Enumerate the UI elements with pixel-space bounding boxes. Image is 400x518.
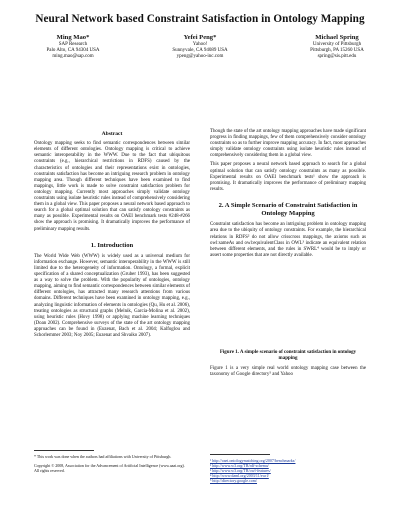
abstract-heading: Abstract bbox=[101, 131, 123, 137]
author-address: Pittsburgh, PA 15260 USA bbox=[310, 48, 364, 54]
footnote-rule bbox=[34, 450, 94, 451]
section-2-heading: 2. A Simple Scenario of Constraint Satisfaction in Ontology Mapping bbox=[218, 201, 358, 218]
left-column bbox=[34, 130, 190, 342]
author-name: Ming Mao* bbox=[56, 34, 90, 41]
author-affiliation: SAP Research bbox=[58, 42, 88, 47]
copyright-notice: Copyright © 2008, Association for the Advancement of Artificial Intelligence (www.aaai.org). All rights reserved. bbox=[34, 463, 185, 473]
author-email: ypeng@yahoo-inc.com bbox=[176, 54, 224, 60]
footnote: * This work was done when the authors had affiliations with University of Pittsburgh. bbox=[34, 454, 172, 459]
author-address: Palo Alto, CA 94304 USA bbox=[46, 48, 100, 54]
body-paragraph: Constraint satisfaction has become an intriguing problem in ontology mapping area due to the ubiquity of ontology constraints. For example, the hierarchical relations in RDFS² do not allow crisscross mappings, the axioms such as owl:sameAs and owl:equivalentClass in OWL³ indicate an equivalent relation between different elements, and the rules in SWRL⁴ would be to imply or assert some properties that are not directly available. bbox=[210, 222, 366, 258]
author-email: spring@sis.pitt.edu bbox=[317, 54, 357, 60]
body-paragraph: Figure 1 is a very simple real world ontology mapping case between the taxonomy of Google directory⁵ and Yahoo bbox=[210, 365, 366, 377]
author-affiliation: Yahoo! bbox=[192, 42, 208, 47]
body-paragraph: This paper proposes a neural network based approach to search for a global optimal solution that can satisfy ontology constraints as many as possible. Experimental results on OAEI benchmark tests¹ show the approach is promising. It dramatically improves the performance of preliminary mapping results. bbox=[210, 162, 366, 192]
author-block-1 bbox=[18, 34, 128, 61]
figure-1-area bbox=[210, 262, 366, 348]
introduction-text: The World Wide Web (WWW) is widely used as a universal medium for information exchange. However, semantic interoperability in the WWW is still limited due to the heterogeneity of information. Ontology, a formal, explicit specification of a shared conceptualization (Gruber 1993), has been suggested as a way to solve the problem. With the popularity of ontologies, ontology mapping, aiming to find semantic correspondences between similar elements of different ontologies, has attracted many research attentions from various domains. Different techniques have been examined in ontology mapping, e.g., analyzing linguistic information of elements in ontologies (Qu, Hu et al. 2006), treating ontologies as structural graphs (Melnik, Garcia-Molina et al. 2002), using heuristic rules (Hovy 1998) or applying machine learning techniques (Doan 2002). Comprehensive surveys of the state of the art ontology mapping approaches can be found in (Euzenat, Bach et al. 2004; Kalfoglou and Schorlemmer 2003; Noy 2005; Euzenat and Shvaiko 2007). bbox=[34, 253, 190, 339]
footnote-link[interactable]: ⁴ http://www.daml.org/2003/11/swrl/ bbox=[210, 473, 269, 478]
abstract-text: Ontology mapping seeks to find semantic correspondences between similar elements of different ontologies. Ontology mapping is critical to achieve semantic interoperability in the WWW. Due to the fact that ubiquitous constraints (e.g., hierarchical restrictions in RDFS) caused by the characteristics of ontologies and their representations exist in ontologies, constraints satisfaction has become an intriguing research problem in ontology mapping area. Though different techniques have been examined to find mappings, little work is made to solve constraint satisfaction problem for ontology mapping. Currently most approaches simply validate ontology constraints using isolate heuristic rules instead of comprehensively considering them in a global view. This paper proposes a neural network based approach to search for a global optimal solution that can satisfy ontology constraints as many as possible. Experimental results on OAEI benchmark tests #248-#266 show the approach is promising. It dramatically improves the performance of preliminary mapping results. bbox=[34, 141, 190, 232]
body-paragraph: Though the state of the art ontology mapping approaches have made significant progress in finding mappings, few of them comprehensively consider ontology constraints so as to further improve mapping accuracy. In fact, most approaches simply validate ontology constraints using isolate heuristic rules instead of comprehensively considering them in a global view. bbox=[210, 129, 366, 159]
footnote-rule bbox=[210, 454, 270, 455]
author-affiliation: University of Pittsburgh bbox=[312, 42, 362, 47]
left-footnotes bbox=[34, 450, 190, 473]
right-column bbox=[210, 129, 366, 381]
footnote-link[interactable]: ² http://www.w3.org/TR/rdf-schema/ bbox=[210, 463, 269, 468]
footnote-link[interactable]: ¹ http://oaei.ontologymatching.org/2007/benchmarks/ bbox=[210, 458, 296, 463]
author-block-3 bbox=[282, 34, 392, 61]
author-email: ming.mao@sap.com bbox=[52, 54, 94, 60]
author-block-2 bbox=[145, 34, 255, 61]
right-footnotes bbox=[210, 454, 366, 483]
author-address: Sunnyvale, CA 94089 USA bbox=[172, 48, 228, 54]
author-name: Michael Spring bbox=[315, 34, 359, 41]
footnote-link[interactable]: ³ http://www.w3.org/TR/owl-features/ bbox=[210, 468, 271, 473]
paper-title: Neural Network based Constraint Satisfaction in Ontology Mapping bbox=[35, 13, 365, 25]
author-name: Yefei Peng* bbox=[183, 34, 217, 41]
figure-1-caption: Figure 1. A simple scenario of constraint satisfaction in ontology mapping bbox=[219, 349, 357, 361]
footnote-link[interactable]: ⁵ http://directory.google.com/ bbox=[210, 478, 258, 483]
introduction-heading: 1. Introduction bbox=[90, 241, 134, 249]
